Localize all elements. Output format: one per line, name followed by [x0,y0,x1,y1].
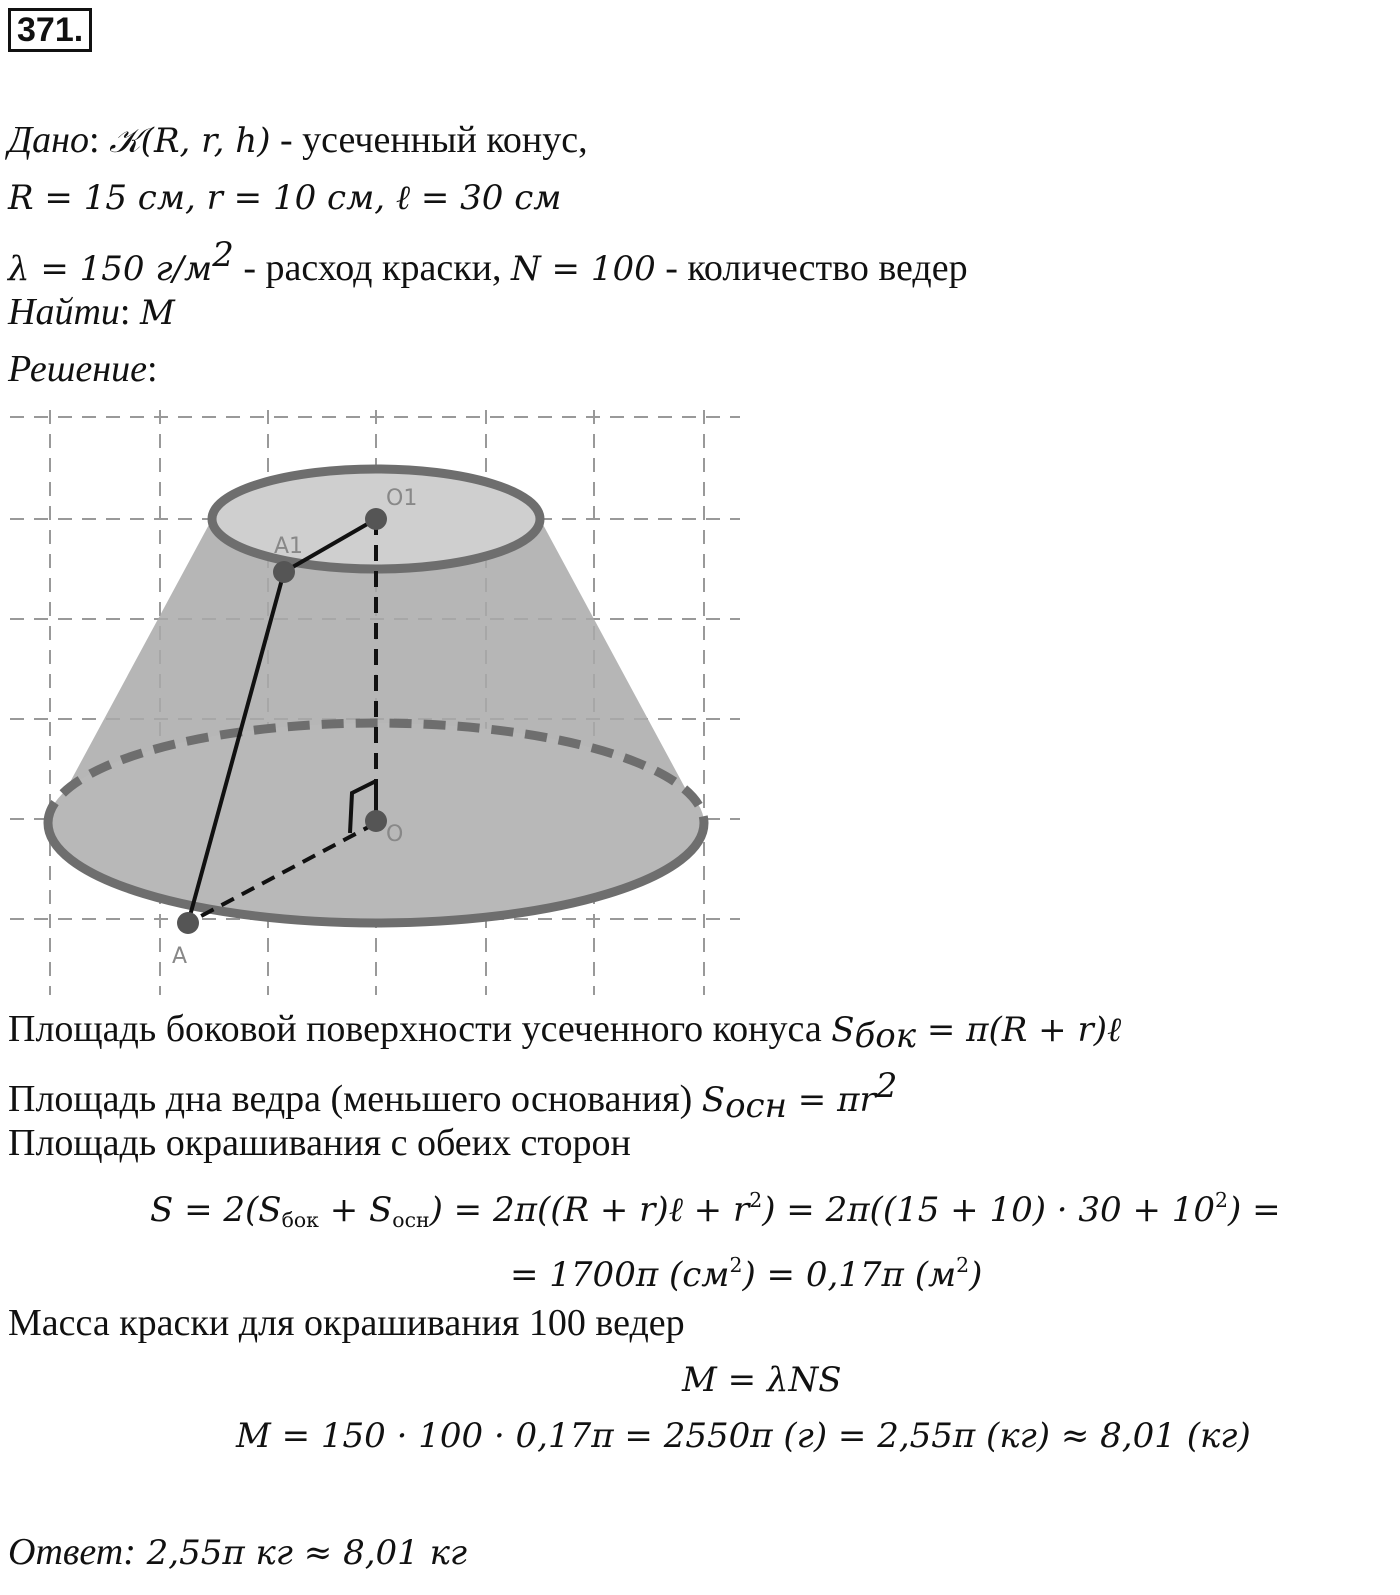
given-cone-desc: - усеченный конус, [270,119,588,161]
find-value: M [139,293,175,333]
given-n-desc: - количество ведер [655,247,968,289]
given-label: Дано [8,119,90,161]
label-o1: O1 [386,486,418,511]
find-line: Найти: M [8,291,175,333]
given-n: N = 100 [511,249,656,289]
sup-two: 2 [956,1253,970,1277]
paint-area-line [8,1121,631,1165]
eq1-rest2: ) = 2π((15 + 10) · 30 + 10 [762,1190,1216,1230]
bottom-formula: = πr [787,1080,876,1120]
bottom-area-line [8,1064,897,1128]
eq1-sub1: бок [281,1208,319,1232]
point-a1 [273,561,295,583]
eq2-c: ) [969,1255,983,1295]
lateral-formula: = π(R + r)ℓ [916,1010,1122,1050]
eq1-mid: + S [318,1190,393,1230]
answer-line [8,1530,467,1575]
eq2-b: ) = 0,17π (м [742,1255,957,1295]
sup-two: 2 [212,235,234,275]
eq1-sub2: осн [392,1208,430,1232]
solution-label: Решение [8,348,147,390]
solution-line: Решение: [8,348,158,390]
label-a: A [172,944,188,969]
equation-2 [510,1241,982,1299]
given-line: Дано: 𝒦(R, r, h) - усеченный конус, [8,119,588,161]
sup-two: 2 [875,1066,898,1106]
find-label: Найти [8,291,120,333]
lateral-sub: бок [854,1016,917,1056]
answer-label: Ответ: [8,1531,136,1573]
lateral-s: S [831,1010,855,1050]
eq1-a: S = 2(S [150,1190,282,1230]
equation-1 [150,1176,1281,1244]
point-a [177,912,199,934]
bottom-s: S [701,1080,726,1120]
problem-number: 371. [8,8,92,52]
label-a1: A1 [274,534,304,559]
given-lambda-line [8,233,968,291]
eq2-a: = 1700π (см [510,1255,730,1295]
bottom-text: Площадь дна ведра (меньшего основания) [8,1078,702,1120]
given-values-line [8,175,561,220]
given-cone: 𝒦(R, r, h) [109,121,271,161]
equation-3: M = λNS [682,1360,842,1400]
given-lambda: λ = 150 г/м [8,249,213,289]
bottom-sub: осн [725,1086,787,1126]
sup-two: 2 [729,1253,743,1277]
equation-4: M = 150 · 100 · 0,17π = 2550π (г) = 2,55π (кг) ≈ 8,01 (кг) [236,1416,1251,1456]
sup-two: 2 [749,1188,763,1212]
point-o [365,810,387,832]
paint-text: Площадь окрашивания с обеих сторон [8,1122,631,1164]
eq1-rest: ) = 2π((R + r)ℓ + r [429,1190,750,1230]
eq1-end: ) = [1228,1190,1281,1230]
truncated-cone-figure [0,405,760,1000]
point-o1 [365,508,387,530]
mass-line [8,1301,685,1345]
mass-text: Масса краски для окрашивания 100 ведер [8,1302,685,1344]
lateral-area-line [8,1007,1121,1058]
answer-value: 2,55π кг ≈ 8,01 кг [135,1533,468,1573]
given-values: R = 15 см, r = 10 см, ℓ = 30 см [8,178,562,218]
label-o: O [386,822,404,847]
given-lambda-desc: - расход краски, [233,247,511,289]
lateral-text: Площадь боковой поверхности усеченного конуса [8,1008,832,1050]
sup-two: 2 [1215,1188,1229,1212]
